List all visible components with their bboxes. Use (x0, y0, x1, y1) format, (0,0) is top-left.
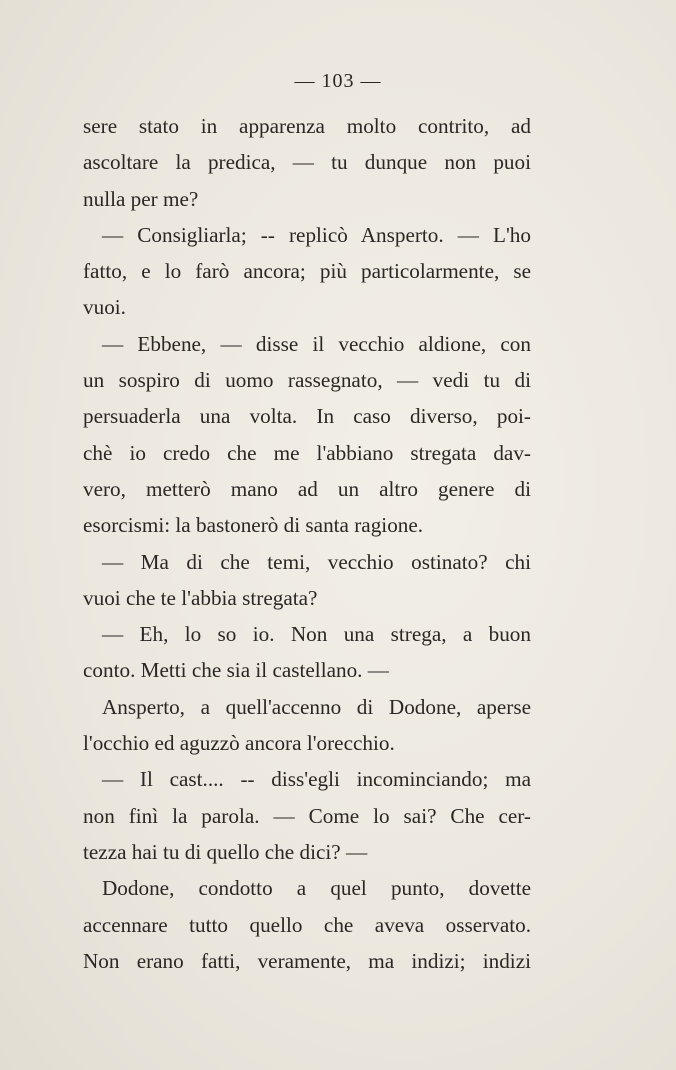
text-line: ascoltare la predica, — tu dunque non puoi (83, 150, 531, 175)
text-line: Ansperto, a quell'accenno di Dodone, aperse (102, 694, 531, 719)
body-text (83, 108, 531, 979)
text-line: conto. Metti che sia il castellano. — (83, 658, 389, 683)
text-line: nulla per me? (83, 186, 199, 211)
text-line: Non erano fatti, veramente, ma indizi; indizi (83, 948, 531, 973)
text-line: tezza hai tu di quello che dici? — (83, 839, 368, 864)
text-line: fatto, e lo farò ancora; più particolarmente, se (83, 259, 531, 284)
text-line: un sospiro di uomo rassegnato, — vedi tu di (83, 368, 531, 393)
text-line: Dodone, condotto a quel punto, dovette (102, 876, 531, 901)
text-line: accennare tutto quello che aveva osservato. (83, 912, 531, 937)
page-number: — 103 — (294, 70, 382, 92)
text-line: persuaderla una volta. In caso diverso, poi- (83, 404, 531, 429)
text-line: vuoi. (83, 295, 126, 320)
text-line: — Consigliarla; -- replicò Ansperto. — L'ho (102, 222, 531, 247)
text-line: l'occhio ed aguzzò ancora l'orecchio. (83, 731, 395, 756)
text-line: chè io credo che me l'abbiano stregata dav- (83, 440, 531, 465)
text-line: — Il cast.... -- diss'egli incominciando; ma (102, 767, 531, 792)
text-line: esorcismi: la bastonerò di santa ragione. (83, 513, 424, 538)
text-line: vero, metterò mano ad un altro genere di (83, 476, 531, 501)
text-line: vuoi che te l'abbia stregata? (83, 585, 318, 610)
text-line: — Ebbene, — disse il vecchio aldione, con (102, 331, 531, 356)
text-line: sere stato in apparenza molto contrito, ad (83, 114, 531, 138)
text-line: — Ma di che temi, vecchio ostinato? chi (102, 549, 531, 574)
text-line: — Eh, lo so io. Non una strega, a buon (102, 622, 531, 647)
text-line: non finì la parola. — Come lo sai? Che cer- (83, 803, 531, 828)
